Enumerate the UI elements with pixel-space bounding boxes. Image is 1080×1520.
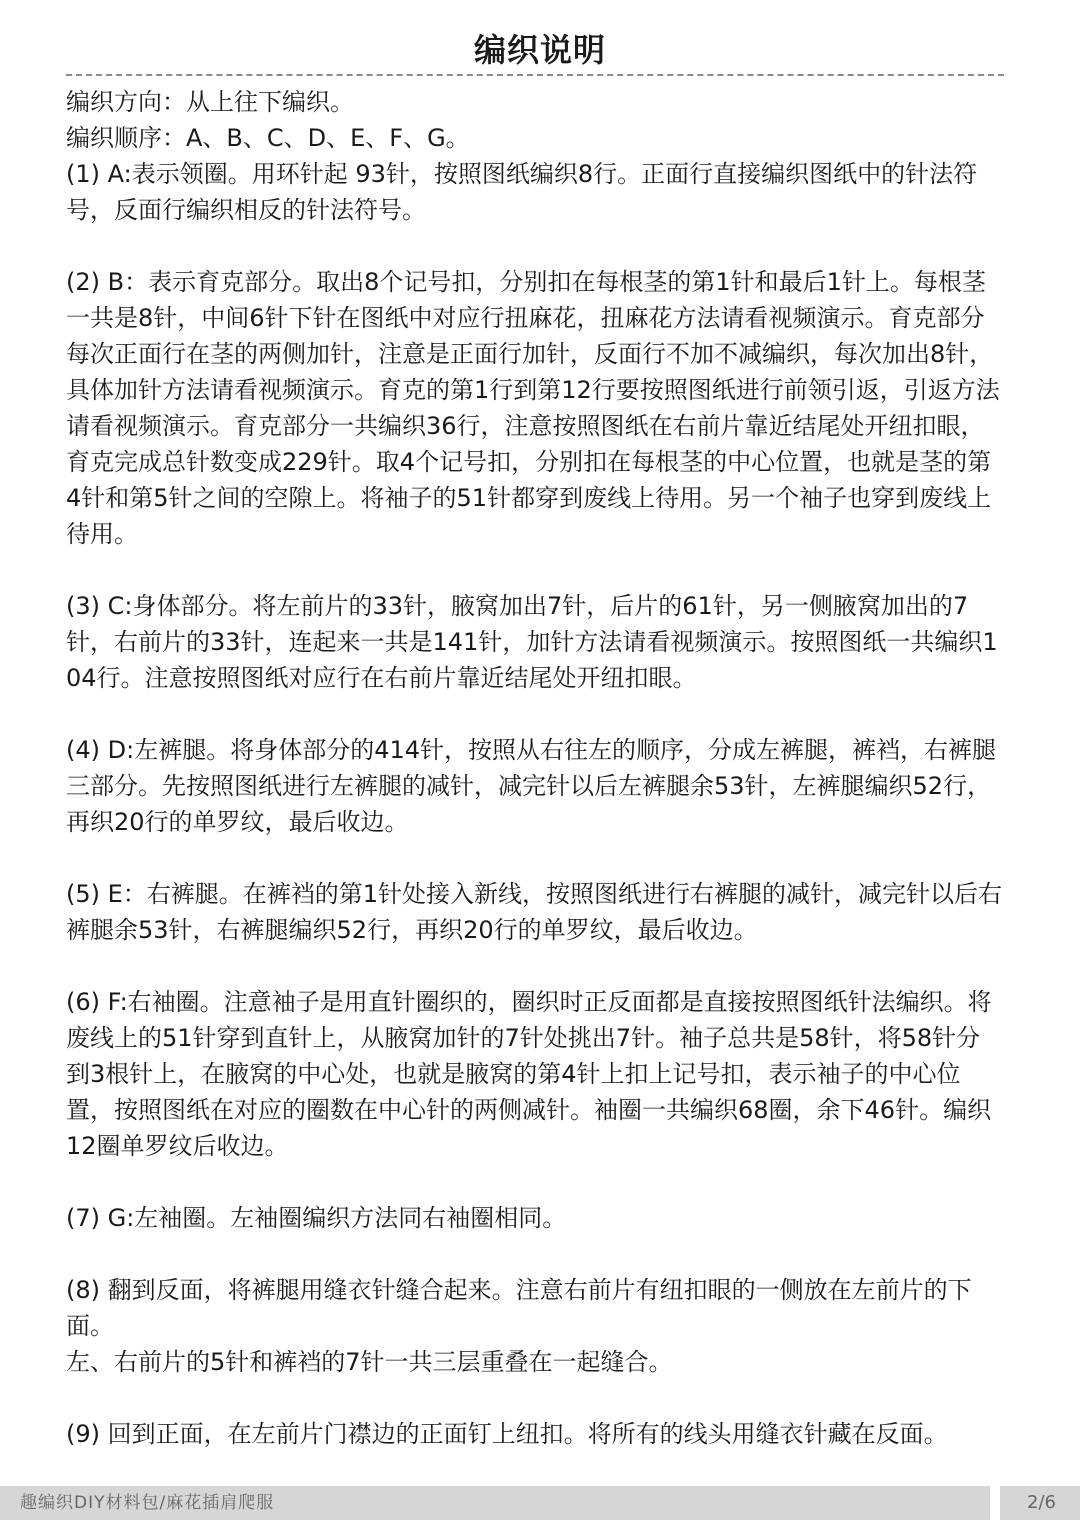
step-4	[66, 732, 1004, 840]
step-3-text: (3) C:身体部分。将左前片的33针，腋窝加出7针，后片的61针，另一侧腋窝加出的7针，右前片的33针，连起来一共是141针，加针方法请看视频演示。按照图纸一共编织104行。注意按照图纸对应行在右前片靠近结尾处开纽扣眼。	[66, 592, 998, 692]
page-title: 编织说明	[473, 31, 606, 69]
step-2-text: (2) B：表示育克部分。取出8个记号扣，分别扣在每根茎的第1针和最后1针上。每根茎一共是8针，中间6针下针在图纸中对应行扭麻花，扭麻花方法请看视频演示。育克部分每次正面行在茎的两侧加针，注意是正面行加针，反面行不加不减编织，每次加出8针，具体加针方法请看视频演示。育克的第1行到第12行要按照图纸进行前领引返，引返方法请看视频演示。育克部分一共编织36行，注意按照图纸在右前片靠近结尾处开纽扣眼，育克完成总针数变成229针。取4个记号扣，分别扣在每根茎的中心位置，也就是茎的第4针和第5针之间的空隙上。将袖子的51针都穿到废线上待用。另一个袖子也穿到废线上待用。	[66, 268, 1000, 548]
step-6-text: (6) F:右袖圈。注意袖子是用直针圈织的，圈织时正反面都是直接按照图纸针法编织。将废线上的51针穿到直针上，从腋窝加针的7针处挑出7针。袖子总共是58针，将58针分到3根针上，在腋窝的中心处，也就是腋窝的第4针上扣上记号扣，表示袖子的中心位置，按照图纸在对应的圈数在中心针的两侧减针。袖圈一共编织68圈，余下46针。编织12圈单罗纹后收边。	[66, 988, 992, 1160]
step-9	[66, 1416, 1004, 1452]
step-1	[66, 156, 1004, 228]
step-6	[66, 984, 1004, 1164]
step-8-text: (8) 翻到反面，将裤腿用缝衣针缝合起来。注意右前片有纽扣眼的一侧放在左前片的下面。	[66, 1276, 972, 1340]
knitting-direction: 编织方向：从上往下编织。	[66, 88, 354, 116]
page-number: 2/6	[1027, 1492, 1056, 1513]
step-7-text: (7) G:左袖圈。左袖圈编织方法同右袖圈相同。	[66, 1204, 567, 1232]
step-1-text: (1) A:表示领圈。用环针起 93针，按照图纸编织8行。正面行直接编织图纸中的针法符号，反面行编织相反的针法符号。	[66, 160, 978, 224]
step-7	[66, 1200, 1004, 1236]
step-8	[66, 1272, 1004, 1380]
step-5	[66, 876, 1004, 948]
footer-label: 趣编织DIY材料包/麻花插肩爬服	[20, 1493, 275, 1513]
knitting-order: 编织顺序：A、B、C、D、E、F、G。	[66, 124, 470, 152]
step-3	[66, 588, 1004, 696]
page-number-box	[1000, 1486, 1080, 1520]
step-2	[66, 264, 1004, 552]
instructions-body	[66, 84, 1004, 1452]
title-divider	[66, 74, 1004, 76]
step-4-text: (4) D:左裤腿。将身体部分的414针，按照从右往左的顺序，分成左裤腿，裤裆，右裤腿三部分。先按照图纸进行左裤腿的减针，减完针以后左裤腿余53针，左裤腿编织52行，再织20行的单罗纹，最后收边。	[66, 736, 996, 836]
step-5-text: (5) E：右裤腿。在裤裆的第1针处接入新线，按照图纸进行右裤腿的减针，减完针以后右裤腿余53针，右裤腿编织52行，再织20行的单罗纹，最后收边。	[66, 880, 1003, 944]
footer-bar	[0, 1486, 990, 1520]
step-8-note: 左、右前片的5针和裤裆的7针一共三层重叠在一起缝合。	[66, 1348, 673, 1376]
step-9-text: (9) 回到正面，在左前片门襟边的正面钉上纽扣。将所有的线头用缝衣针藏在反面。	[66, 1420, 948, 1448]
